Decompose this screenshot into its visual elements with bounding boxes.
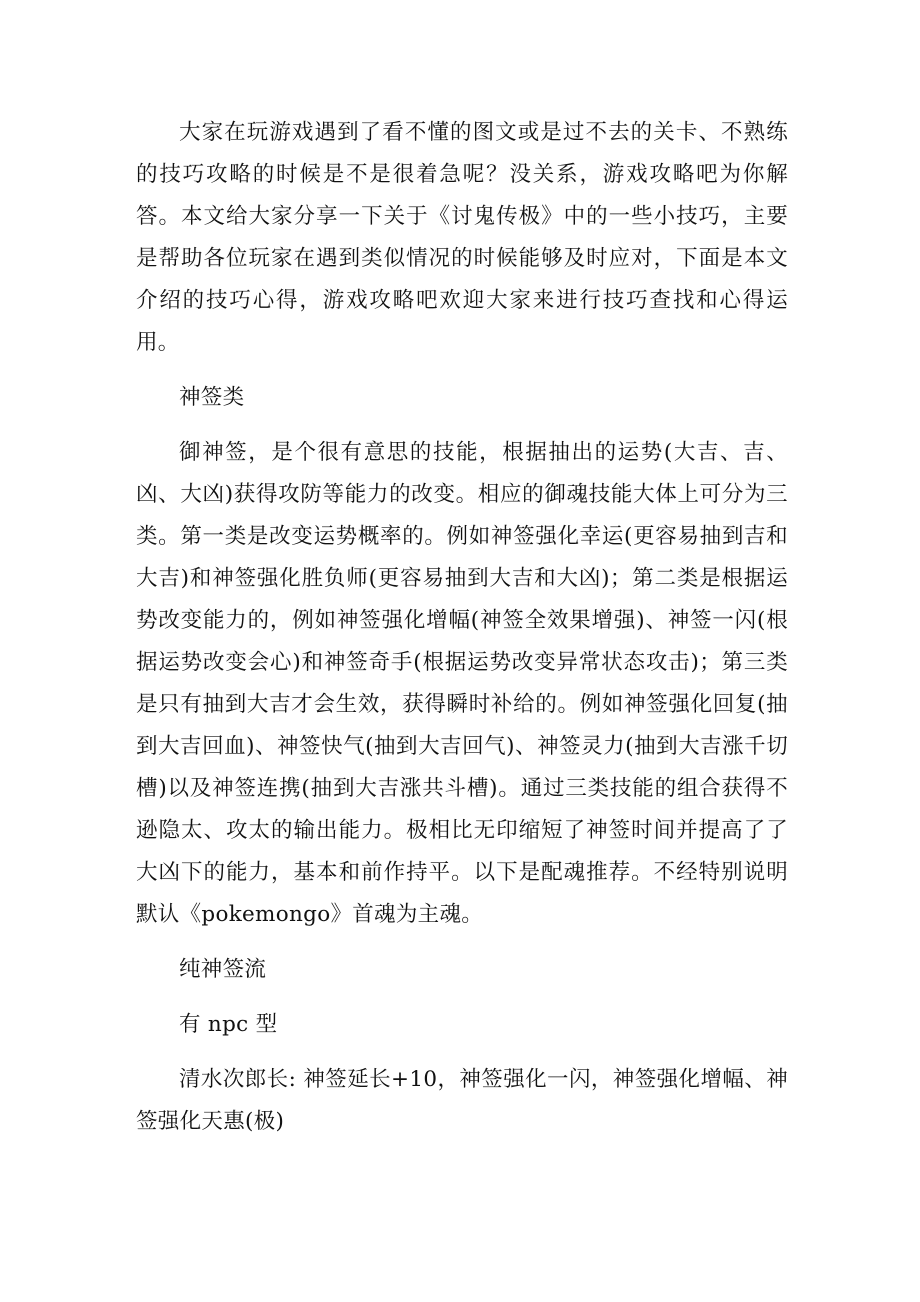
build-paragraph-shimizu: 清水次郎长: 神签延长+10，神签强化一闪，神签强化增幅、神签强化天惠(极) [136,1067,788,1134]
intro-paragraph: 大家在玩游戏遇到了看不懂的图文或是过不去的关卡、不熟练的技巧攻略的时候是不是很着急呢？没关系，游戏攻略吧为你解答。本文给大家分享一下关于《讨鬼传极》中的一些小技巧，主要是帮助各位玩家在遇到类似情况的时候能够及时应对，下面是本文介绍的技巧心得，游戏攻略吧欢迎大家来进行技巧查找和心得运用。 [136,120,788,355]
shenqian-description-paragraph: 御神签，是个很有意思的技能，根据抽出的运势(大吉、吉、凶、大凶)获得攻防等能力的改变。相应的御魂技能大体上可分为三类。第一类是改变运势概率的。例如神签强化幸运(更容易抽到吉和大吉)和神签强化胜负师(更容易抽到大吉和大凶)；第二类是根据运势改变能力的，例如神签强化增幅(神签全效果增强)、神签一闪(根据运势改变会心)和神签奇手(根据运势改变异常状态攻击)；第三类是只有抽到大吉才会生效，获得瞬时补给的。例如神签强化回复(抽到大吉回血)、神签快气(抽到大吉回气)、神签灵力(抽到大吉涨千切槽)以及神签连携(抽到大吉涨共斗槽)。通过三类技能的组合获得不逊隐太、攻太的输出能力。极相比无印缩短了神签时间并提高了了大凶下的能力，基本和前作持平。以下是配魂推荐。不经特别说明默认《pokemongo》首魂为主魂。 [136,440,788,927]
document-body [136,112,788,1156]
subsection-heading-pure-shenqian: 纯神签流 [179,957,267,982]
subsection-heading-npc-type: 有 npc 型 [179,1012,278,1037]
section-heading-shenqian: 神签类 [179,385,245,410]
